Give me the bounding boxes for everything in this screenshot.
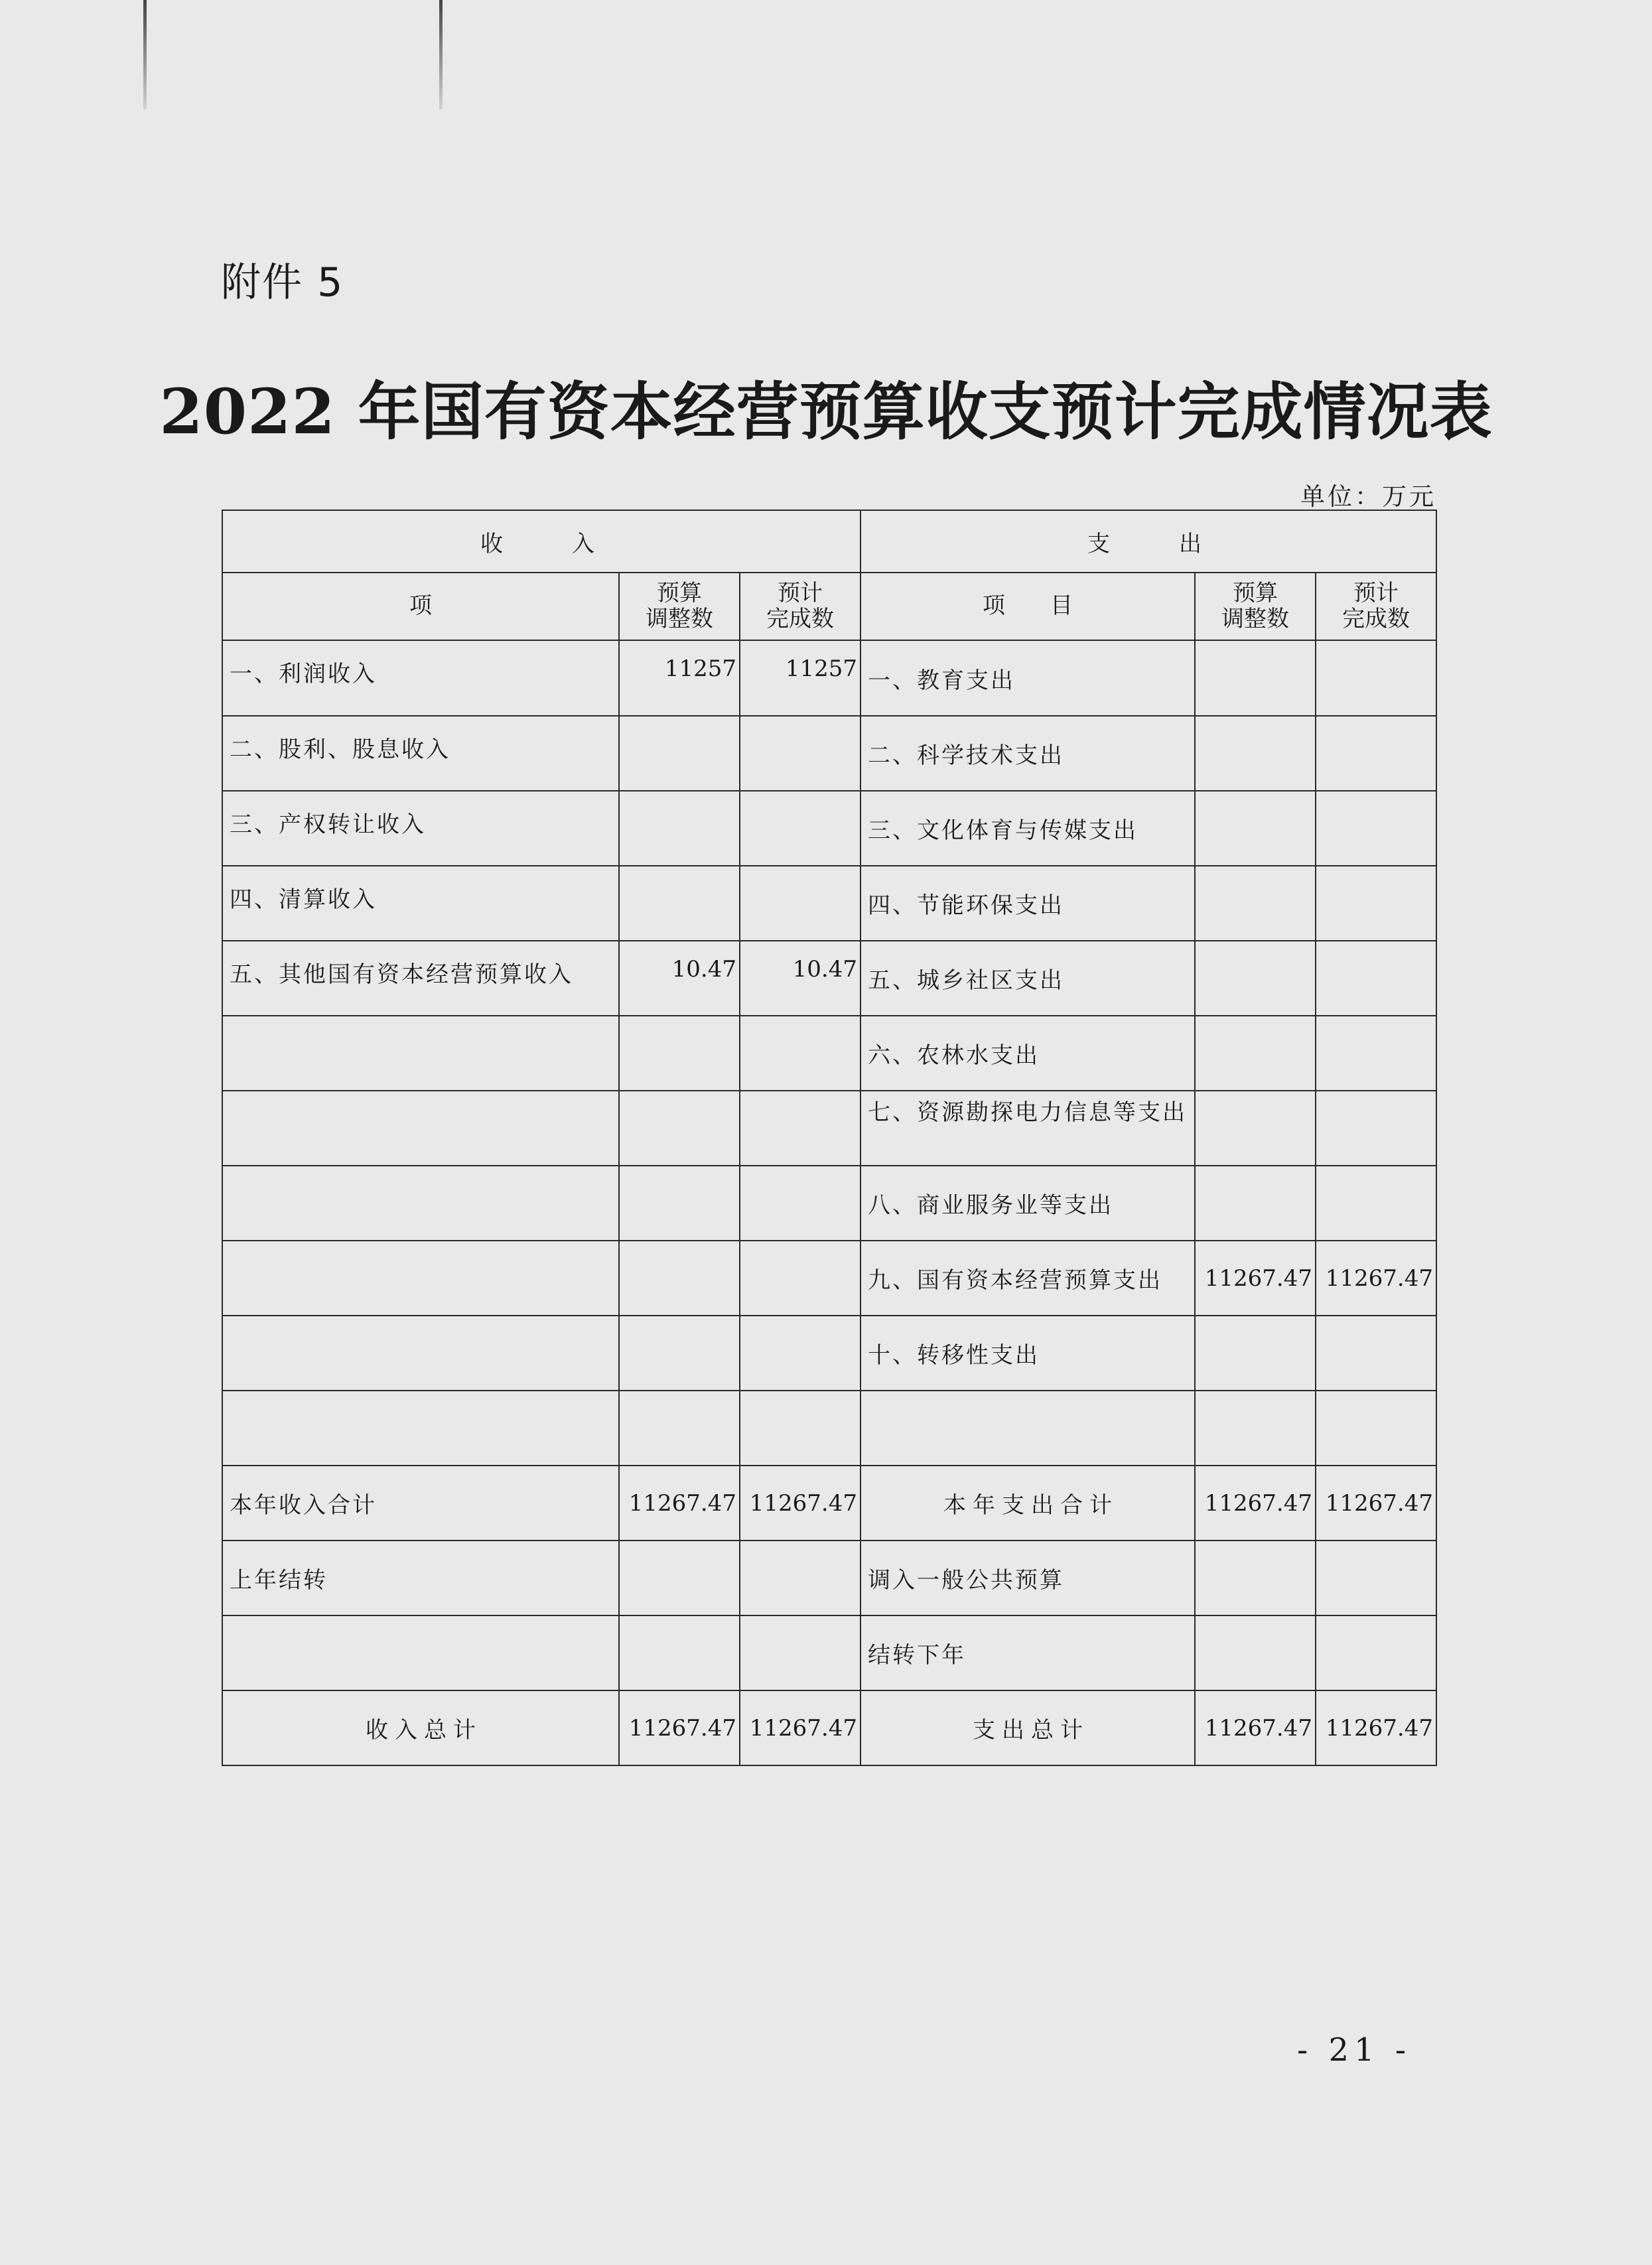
income-budget-value: 10.47 <box>619 941 740 1016</box>
expense-estimate-value <box>1316 1091 1436 1166</box>
income-item <box>222 1391 619 1466</box>
section-header-row <box>222 510 1436 573</box>
expense-estimate-value <box>1316 1316 1436 1391</box>
expense-budget-value <box>1195 1316 1316 1391</box>
income-item-header: 项 <box>222 573 619 640</box>
expense-estimate-value <box>1316 640 1436 716</box>
income-item: 五、其他国有资本经营预算收入 <box>222 941 619 1016</box>
income-estimate-value <box>740 716 860 791</box>
expense-estimate-value <box>1316 791 1436 866</box>
expense-budget-value <box>1195 1091 1316 1166</box>
income-budget-value <box>619 1091 740 1166</box>
table-body <box>222 510 1436 1765</box>
expense-item: 一、教育支出 <box>860 640 1195 716</box>
table-row <box>222 866 1436 941</box>
table-row <box>222 716 1436 791</box>
expense-budget-value <box>1195 791 1316 866</box>
expense-estimate-header <box>1316 573 1436 640</box>
expense-budget-value <box>1195 1615 1316 1690</box>
table-row <box>222 1316 1436 1391</box>
expense-item: 五、城乡社区支出 <box>860 941 1195 1016</box>
expense-budget-value <box>1195 1541 1316 1615</box>
income-estimate-value: 11267.47 <box>740 1466 860 1541</box>
income-grand-total-label: 收入总计 <box>222 1690 619 1765</box>
header-line: 完成数 <box>1342 606 1410 632</box>
scan-artifact-mark <box>439 0 443 109</box>
income-estimate-value: 11257 <box>740 640 860 716</box>
income-estimate-value: 11267.47 <box>740 1690 860 1765</box>
income-budget-value <box>619 716 740 791</box>
expense-item: 七、资源勘探电力信息等支出 <box>860 1091 1195 1166</box>
income-budget-value: 11267.47 <box>619 1466 740 1541</box>
header-line: 调整数 <box>646 606 713 632</box>
scan-artifact-mark <box>143 0 147 109</box>
expense-budget-value <box>1195 716 1316 791</box>
income-item <box>222 1316 619 1391</box>
header-line: 预算 <box>1233 579 1278 606</box>
expense-estimate-value <box>1316 1541 1436 1615</box>
income-budget-header <box>619 573 740 640</box>
table-row <box>222 1091 1436 1166</box>
page-title: 2022 年国有资本经营预算收支预计完成情况表 <box>159 376 1493 448</box>
income-budget-value <box>619 1391 740 1466</box>
income-estimate-value <box>740 1541 860 1615</box>
income-item <box>222 1615 619 1690</box>
income-estimate-value <box>740 1241 860 1316</box>
income-budget-value: 11257 <box>619 640 740 716</box>
header-line: 预计 <box>778 579 823 606</box>
expense-budget-value <box>1195 941 1316 1016</box>
expense-item <box>860 1391 1195 1466</box>
expense-estimate-value: 11267.47 <box>1316 1241 1436 1316</box>
expense-item-header: 项 目 <box>860 573 1195 640</box>
expense-item: 四、节能环保支出 <box>860 866 1195 941</box>
income-item: 二、股利、股息收入 <box>222 716 619 791</box>
expense-budget-value <box>1195 640 1316 716</box>
expense-item: 九、国有资本经营预算支出 <box>860 1241 1195 1316</box>
table-row <box>222 1166 1436 1241</box>
income-budget-value <box>619 1166 740 1241</box>
income-estimate-value <box>740 1391 860 1466</box>
expense-budget-value: 11267.47 <box>1195 1690 1316 1765</box>
column-header-row <box>222 573 1436 640</box>
income-estimate-value <box>740 1016 860 1091</box>
income-estimate-value <box>740 1615 860 1690</box>
expense-estimate-value <box>1316 1166 1436 1241</box>
income-budget-value <box>619 866 740 941</box>
expense-budget-value <box>1195 1391 1316 1466</box>
income-budget-value <box>619 1541 740 1615</box>
expense-estimate-value <box>1316 1391 1436 1466</box>
table-row <box>222 1241 1436 1316</box>
income-budget-value <box>619 1241 740 1316</box>
expense-item: 结转下年 <box>860 1615 1195 1690</box>
income-estimate-value <box>740 1316 860 1391</box>
page-number: - 21 - <box>1297 2031 1412 2069</box>
expense-item: 二、科学技术支出 <box>860 716 1195 791</box>
expense-item: 八、商业服务业等支出 <box>860 1166 1195 1241</box>
income-estimate-value <box>740 791 860 866</box>
expense-budget-value <box>1195 866 1316 941</box>
expense-estimate-value <box>1316 1016 1436 1091</box>
income-estimate-value <box>740 866 860 941</box>
header-line: 完成数 <box>766 606 834 632</box>
table-row <box>222 941 1436 1016</box>
income-budget-value <box>619 1615 740 1690</box>
income-item: 四、清算收入 <box>222 866 619 941</box>
table-row <box>222 1016 1436 1091</box>
expense-estimate-value <box>1316 941 1436 1016</box>
expense-budget-value <box>1195 1016 1316 1091</box>
income-budget-value <box>619 1316 740 1391</box>
attachment-label: 附件 5 <box>221 259 344 306</box>
expense-item: 调入一般公共预算 <box>860 1541 1195 1615</box>
income-total-label: 本年收入合计 <box>222 1466 619 1541</box>
income-item <box>222 1241 619 1316</box>
expense-estimate-value: 11267.47 <box>1316 1466 1436 1541</box>
expense-item: 三、文化体育与传媒支出 <box>860 791 1195 866</box>
expense-estimate-value <box>1316 716 1436 791</box>
expense-estimate-value: 11267.47 <box>1316 1690 1436 1765</box>
unit-label: 单位：万元 <box>1300 482 1436 511</box>
header-line: 预计 <box>1353 579 1399 606</box>
income-item: 三、产权转让收入 <box>222 791 619 866</box>
header-line: 预算 <box>657 579 702 606</box>
income-estimate-value <box>740 1166 860 1241</box>
income-budget-value: 11267.47 <box>619 1690 740 1765</box>
expense-budget-value: 11267.47 <box>1195 1241 1316 1316</box>
table-row <box>222 640 1436 716</box>
expense-budget-value <box>1195 1166 1316 1241</box>
expense-budget-header <box>1195 573 1316 640</box>
table-row <box>222 1391 1436 1466</box>
income-estimate-value: 10.47 <box>740 941 860 1016</box>
expense-grand-total-label: 支出总计 <box>860 1690 1195 1765</box>
income-item: 上年结转 <box>222 1541 619 1615</box>
budget-table <box>222 510 1437 1766</box>
table-row <box>222 1690 1436 1765</box>
expense-estimate-value <box>1316 866 1436 941</box>
income-budget-value <box>619 1016 740 1091</box>
income-item: 一、利润收入 <box>222 640 619 716</box>
expense-estimate-value <box>1316 1615 1436 1690</box>
table-row <box>222 1541 1436 1615</box>
income-budget-value <box>619 791 740 866</box>
table-row <box>222 791 1436 866</box>
income-section-header: 收 入 <box>222 510 860 573</box>
income-item <box>222 1091 619 1166</box>
table-row <box>222 1615 1436 1690</box>
table-row <box>222 1466 1436 1541</box>
income-item <box>222 1016 619 1091</box>
income-estimate-header <box>740 573 860 640</box>
header-line: 调整数 <box>1221 606 1289 632</box>
expense-section-header: 支 出 <box>860 510 1436 573</box>
expense-item: 十、转移性支出 <box>860 1316 1195 1391</box>
income-item <box>222 1166 619 1241</box>
expense-total-label: 本年支出合计 <box>860 1466 1195 1541</box>
income-estimate-value <box>740 1091 860 1166</box>
expense-item: 六、农林水支出 <box>860 1016 1195 1091</box>
expense-budget-value: 11267.47 <box>1195 1466 1316 1541</box>
